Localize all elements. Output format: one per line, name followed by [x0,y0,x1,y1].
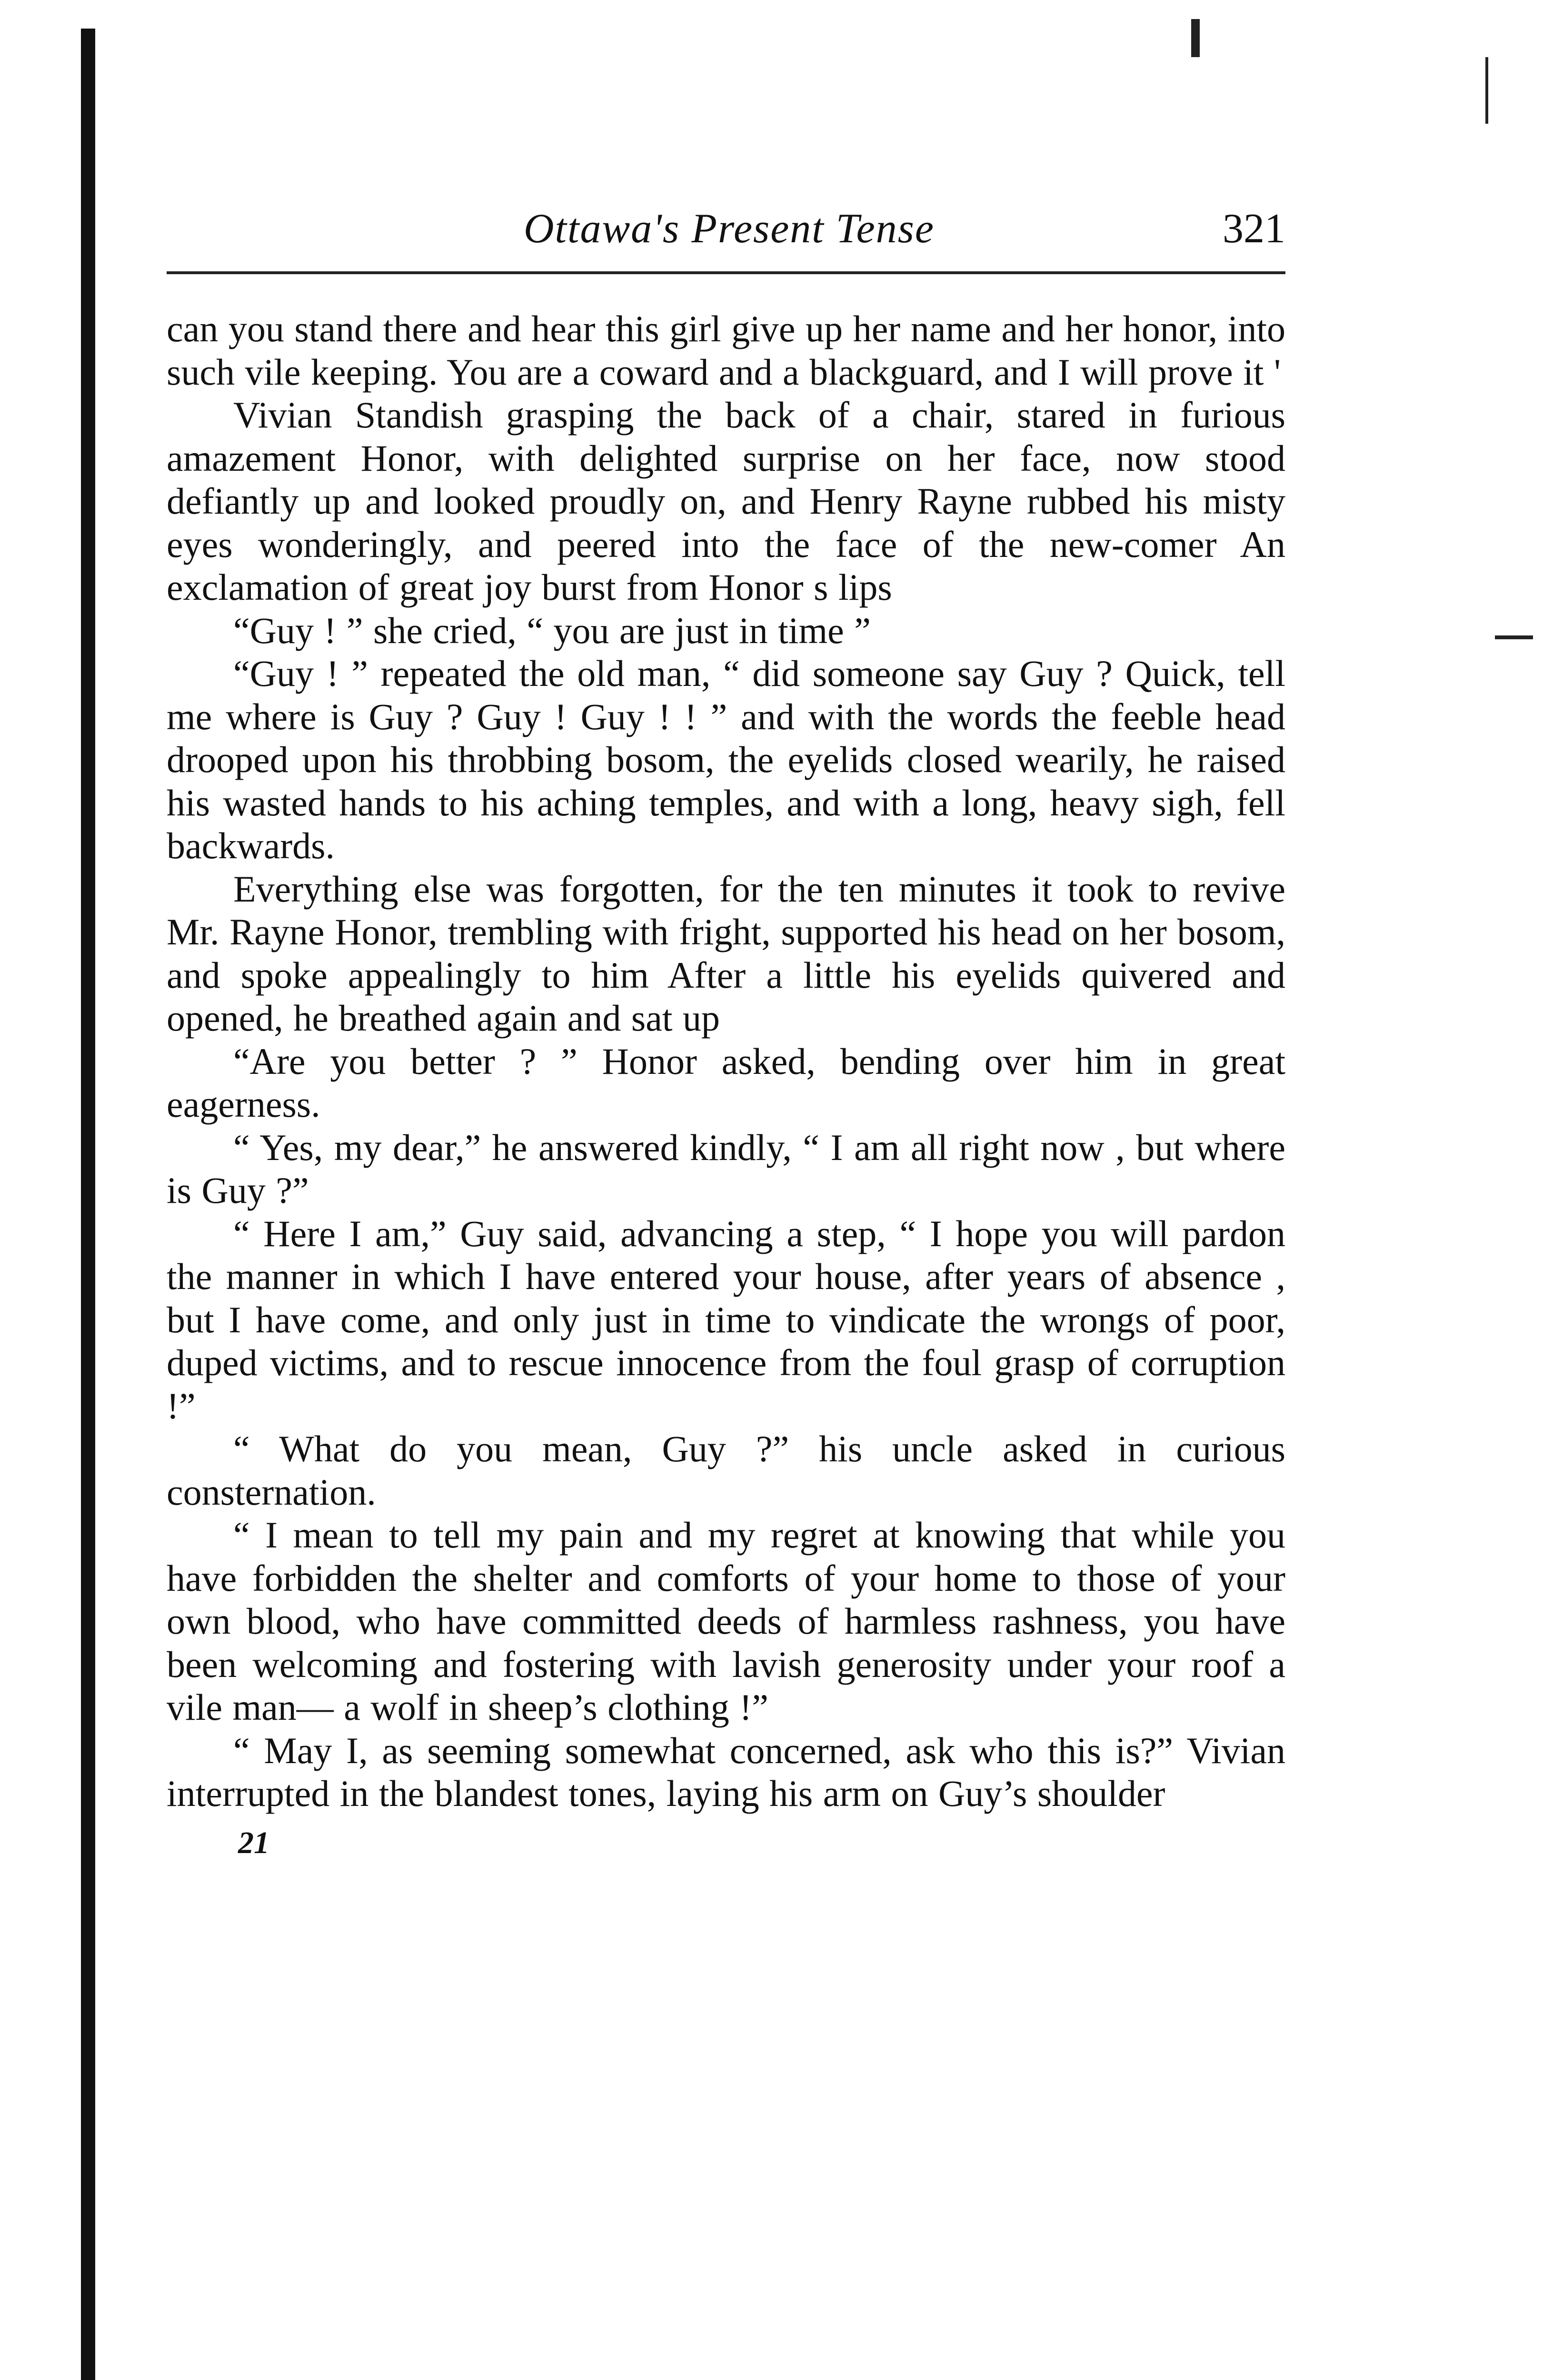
paragraph-2: Vivian Standish grasping the back of a chair, stared in furious amazement Honor, with delighted surprise on her face, now stood defiantly up and looked proudly on, and Henry Rayne rubbed his misty eyes wonderingly, and peered into the face of the new-comer An exclamation of great joy burst from Honor s lips [167,394,1285,608]
page-number: 321 [1223,206,1285,252]
paragraph-3: “Guy ! ” she cried, “ you are just in time ” [233,609,871,651]
book-page [167,190,1285,1861]
scan-mark-corner [1485,57,1488,124]
paragraph-9: “ What do you mean, Guy ?” his uncle asked in curious consternation. [167,1428,1285,1513]
paragraph-6: “Are you better ? ” Honor asked, bending over him in great eagerness. [167,1040,1285,1125]
body-text [167,307,1285,1815]
paragraph-4: “Guy ! ” repeated the old man, “ did someone say Guy ? Quick, tell me where is Guy ? Guy ! Guy ! ! ” and with the words the feeble head drooped upon his throbbing bosom, the eyelids closed wearily, he raised his wasted hands to his aching temples, and with a long, heavy sigh, fell backwards. [167,653,1285,866]
paragraph-5: Everything else was forgotten, for the ten minutes it took to revive Mr. Rayne Honor, trembling with fright, supported his head on her bosom, and spoke appealingly to him After a little his eyelids quivered and opened, he breathed again and sat up [167,868,1285,1039]
paragraph-10: “ I mean to tell my pain and my regret at knowing that while you have forbidden the shelter and comforts of your home to those of your own blood, who have committed deeds of harmless rashness, you have been welcoming and fostering with lavish generosity under your roof a vile man— a wolf in sheep’s clothing !” [167,1514,1285,1728]
running-title: Ottawa's Present Tense [524,206,935,252]
page-header [167,190,1285,274]
paragraph-1: can you stand there and hear this girl give up her name and her honor, into such vile keeping. You are a coward and a blackguard, and I will prove it ' [167,308,1285,393]
binding-edge [81,29,95,2380]
scan-mark-right [1495,635,1533,639]
paragraph-8: “ Here I am,” Guy said, advancing a step, “ I hope you will pardon the manner in which I have entered your house, after years of absence , but I have come, and only just in time to vindicate the wrongs of poor, duped victims, and to rescue innocence from the foul grasp of corruption !” [167,1212,1285,1427]
paragraph-11: “ May I, as seeming somewhat concerned, ask who this is?” Vivian interrupted in the blandest tones, laying his arm on Guy’s shoulder [167,1729,1285,1814]
paragraph-7: “ Yes, my dear,” he answered kindly, “ I am all right now , but where is Guy ?” [167,1126,1285,1211]
signature-mark: 21 [238,1825,269,1860]
scan-mark-top [1191,19,1200,57]
